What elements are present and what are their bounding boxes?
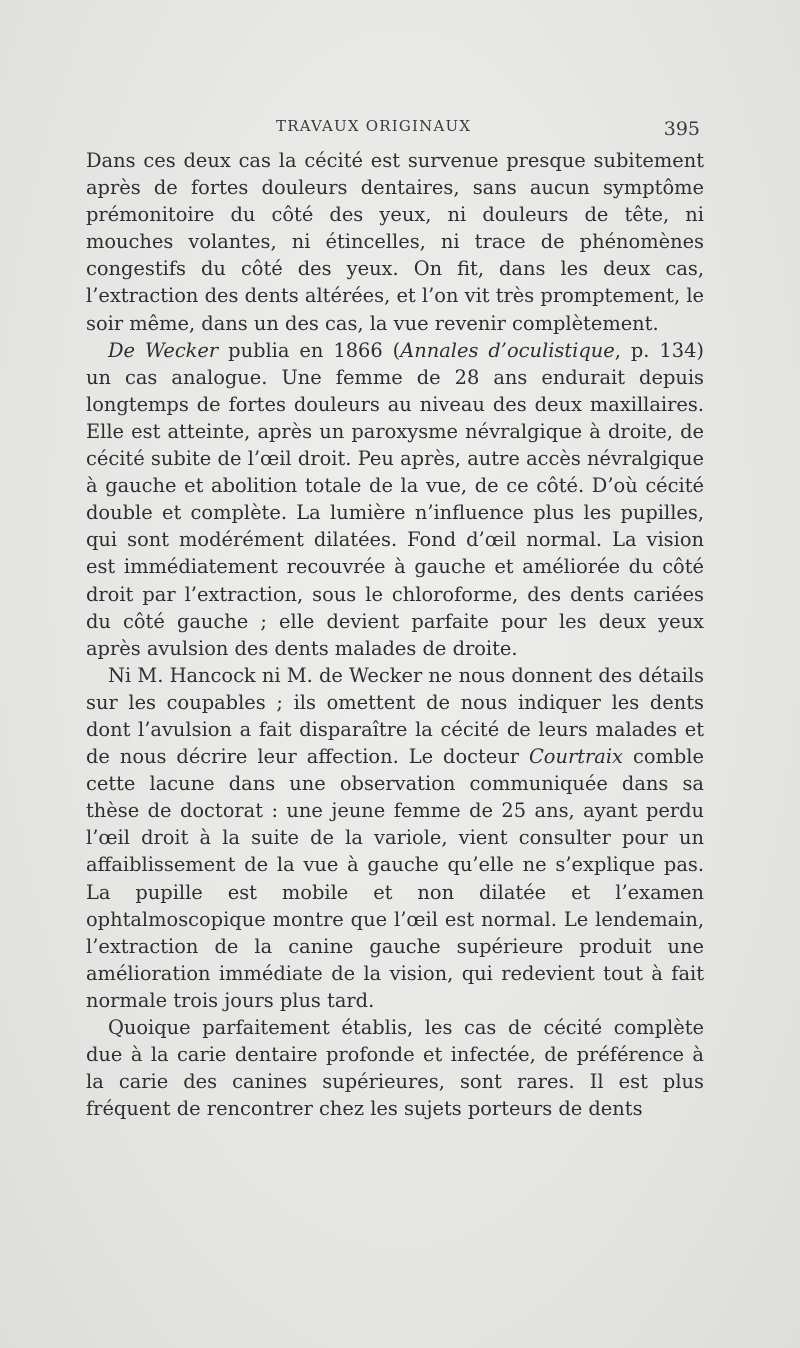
running-title: TRAVAUX ORIGINAUX [276, 117, 472, 135]
paragraph-1: Dans ces deux cas la cécité est survenue presque subitement après de fortes douleurs dentaires, sans aucun symptôme prémonitoire du côté des yeux, ni douleurs de tête, ni mouches volantes, ni étincelles, ni trace de phénomènes congestifs du côté des yeux. On fit, dans les deux cas, l’extraction des dents altérées, et l’on vit très promptement, le soir même, dans un des cas, la vue revenir complètement. [86, 149, 704, 335]
journal-title: Annales d’oculistique [400, 338, 615, 362]
body-text [86, 147, 704, 1122]
paragraph-3 [86, 662, 704, 1014]
paragraph-2-text-a: publia en 1866 ( [218, 338, 401, 362]
author-name-wecker: De Wecker [108, 338, 219, 362]
paragraph-2 [86, 337, 704, 662]
paragraph-2-text-b: , p. 134) un cas analogue. Une femme de 28 ans endurait depuis longtemps de fortes douleurs au niveau des deux maxillaires. Elle est atteinte, après un paroxysme névralgique à droite, de cécité subite de l’œil droit. Peu après, autre accès névralgique à gauche et abolition totale de la vue, de ce côté. D’où cécité double et complète. La lumière n’influence plus les pupilles, qui sont modérément dilatées. Fond d’œil normal. La vision est immédiatement recouvrée à gauche et améliorée du côté droit par l’extraction, sous le chloroforme, des dents cariées du côté gauche ; elle devient parfaite pour les deux yeux après avulsion des dents malades de droite. [86, 338, 704, 660]
paragraph-3-text-b: comble cette lacune dans une observation communiquée dans sa thèse de doctorat : une jeune femme de 25 ans, ayant perdu l’œil droit à la suite de la variole, vient consulter pour un affaiblissement de la vue à gauche qu’elle ne s’explique pas. La pupille est mobile et non dilatée et l’examen ophtalmoscopique montre que l’œil est normal. Le lendemain, l’extraction de la canine gauche supérieure produit une amélioration immédiate de la vision, qui redevient tout à fait normale trois jours plus tard. [86, 745, 704, 1012]
running-head [86, 117, 704, 147]
paragraph-4: Quoique parfaitement établis, les cas de cécité complète due à la carie dentaire profonde et infectée, de préférence à la carie des canines supérieures, sont rares. Il est plus fréquent de rencontrer chez les sujets porteurs de dents [86, 1016, 704, 1121]
author-name-courtraix: Courtraix [528, 745, 623, 769]
paragraph-3-text-a: Ni M. Hancock ni M. de Wecker ne nous donnent des détails sur les coupables ; ils omettent de nous indiquer les dents dont l’avulsion a fait disparaître la cécité de leurs malades et de nous décrire leur affection. Le docteur [86, 663, 704, 769]
page-number: 395 [663, 118, 700, 140]
book-page [86, 117, 704, 1122]
